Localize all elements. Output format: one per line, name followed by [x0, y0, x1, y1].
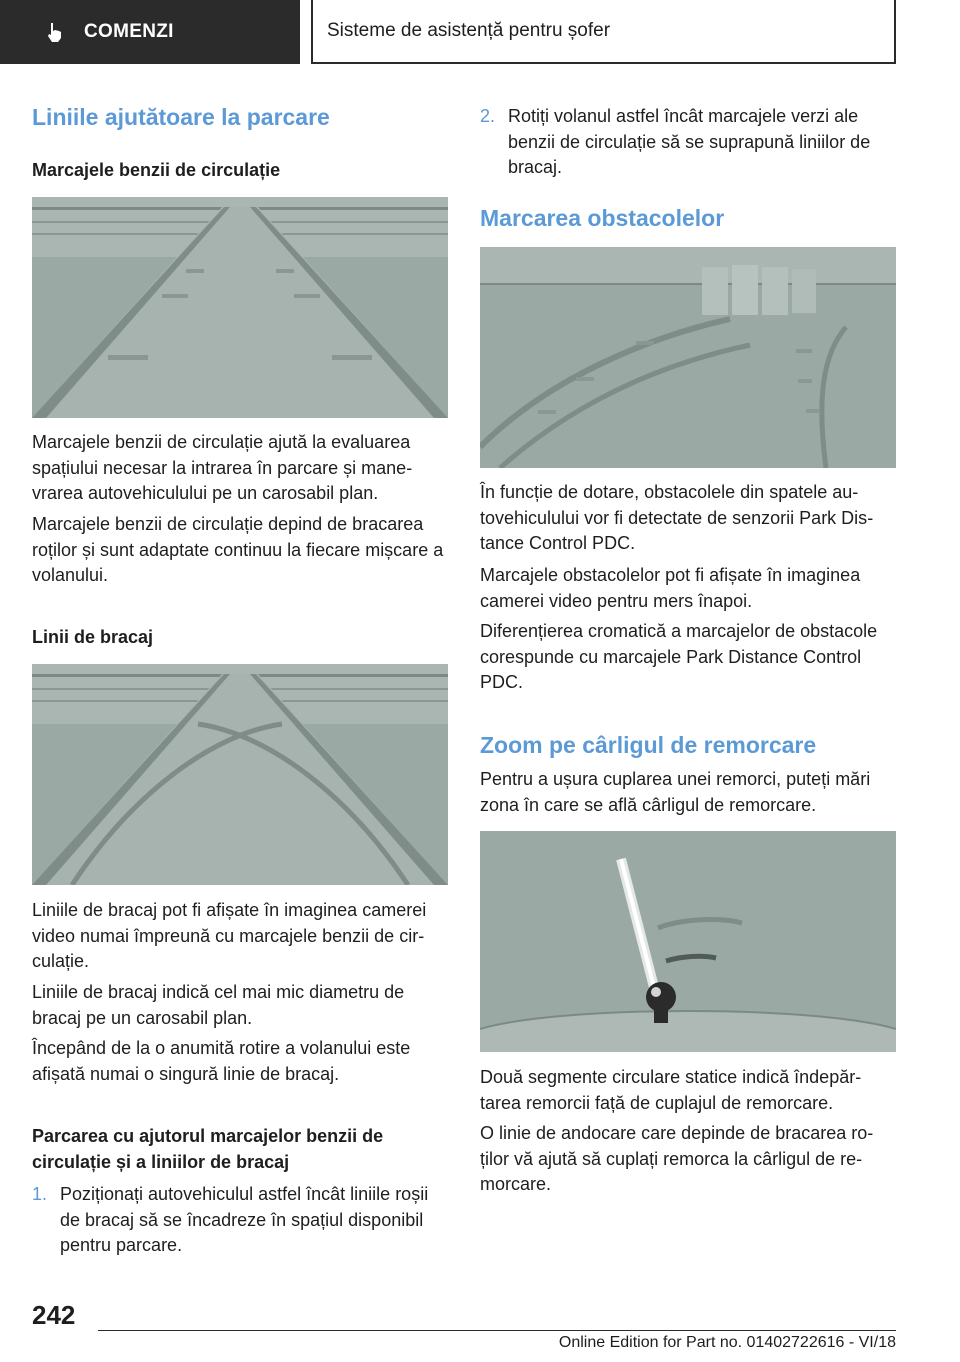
chapter-tab-label: COMENZI: [84, 21, 174, 42]
subheading-turning-lines: Linii de bracaj: [32, 627, 154, 647]
heading-obstacle-marking: Marcarea obstacolelor: [480, 205, 725, 231]
paragraph-lane-markings-steering: Marcajele benzii de circulație depind de bracarea roților și sunt adaptate continuu la fiecare mișcare a volanului.: [32, 514, 444, 585]
trailer-hitch-figure: [480, 831, 896, 1052]
paragraph-color-coding: Diferențierea cromatică a marcajelor de obstacole corespunde cu marcajele Park Distance Control PDC.: [480, 621, 878, 692]
section-title: Sisteme de asistență pentru șofer: [327, 20, 611, 41]
subheading-lane-markings: Marcajele benzii de circulație: [32, 160, 281, 180]
paragraph-lane-markings-purpose: Marcajele benzii de circulație ajută la evaluarea spațiului necesar la intrarea în parcare și manevrarea autovehiculului pe un carosabil plan.: [32, 432, 413, 503]
lane-markings-figure: [32, 197, 448, 418]
section-header: [311, 0, 896, 64]
list-number: 1.: [32, 1184, 48, 1204]
paragraph-turning-lines-display: Liniile de bracaj pot fi afișate în imaginea camerei video numai împreună cu marcajele benzii de circulație.: [32, 900, 427, 971]
touch-hand-icon: [44, 21, 66, 43]
list-text: Poziționați autovehiculul astfel încât liniile roșii de bracaj să se încadreze în spațiul disponibil pentru parcare.: [60, 1184, 429, 1255]
paragraph-zoom-hitch: Pentru a ușura cuplarea unei remorci, puteți mări zona în care se află cârligul de remorcare.: [480, 769, 871, 815]
subheading-parking-with-lines: Parcarea cu ajutorul marcajelor benzii de circulație și a liniilor de bracaj: [32, 1126, 384, 1172]
footer-edition: Online Edition for Part no. 01402722616 - VI/18: [558, 1334, 896, 1351]
paragraph-docking-line: O linie de andocare care depinde de bracarea roților vă ajută să cuplați remorca la cârligul de remorcare.: [480, 1123, 874, 1194]
paragraph-pdc-detection: În funcție de dotare, obstacolele din spatele autovehiculului vor fi detectate de senzorii Park Distance Control PDC.: [480, 482, 874, 553]
page-number: 242: [32, 1300, 76, 1330]
chapter-tab[interactable]: [0, 0, 300, 64]
heading-parking-lines: Liniile ajutătoare la parcare: [32, 104, 330, 130]
paragraph-turning-lines-diameter: Liniile de bracaj indică cel mai mic diametru de bracaj pe un carosabil plan.: [32, 982, 405, 1028]
paragraph-obstacle-display: Marcajele obstacolelor pot fi afișate în imaginea camerei video pentru mers înapoi.: [480, 565, 861, 611]
paragraph-single-turning-line: Începând de la o anumită rotire a volanului este afișată numai o singură linie de bracaj.: [32, 1038, 411, 1084]
footer-divider: [98, 1330, 896, 1331]
obstacle-marking-figure: [480, 247, 896, 468]
list-text: Rotiți volanul astfel încât marcajele verzi ale benzii de circulație să se suprapună liniilor de bracaj.: [508, 106, 871, 177]
paragraph-circle-segments: Două segmente circulare statice indică îndepărtarea remorcii față de cuplajul de remorcare.: [480, 1067, 862, 1113]
list-number: 2.: [480, 106, 496, 126]
heading-trailer-hitch-zoom: Zoom pe cârligul de remorcare: [480, 732, 817, 758]
turning-lines-figure: [32, 664, 448, 885]
